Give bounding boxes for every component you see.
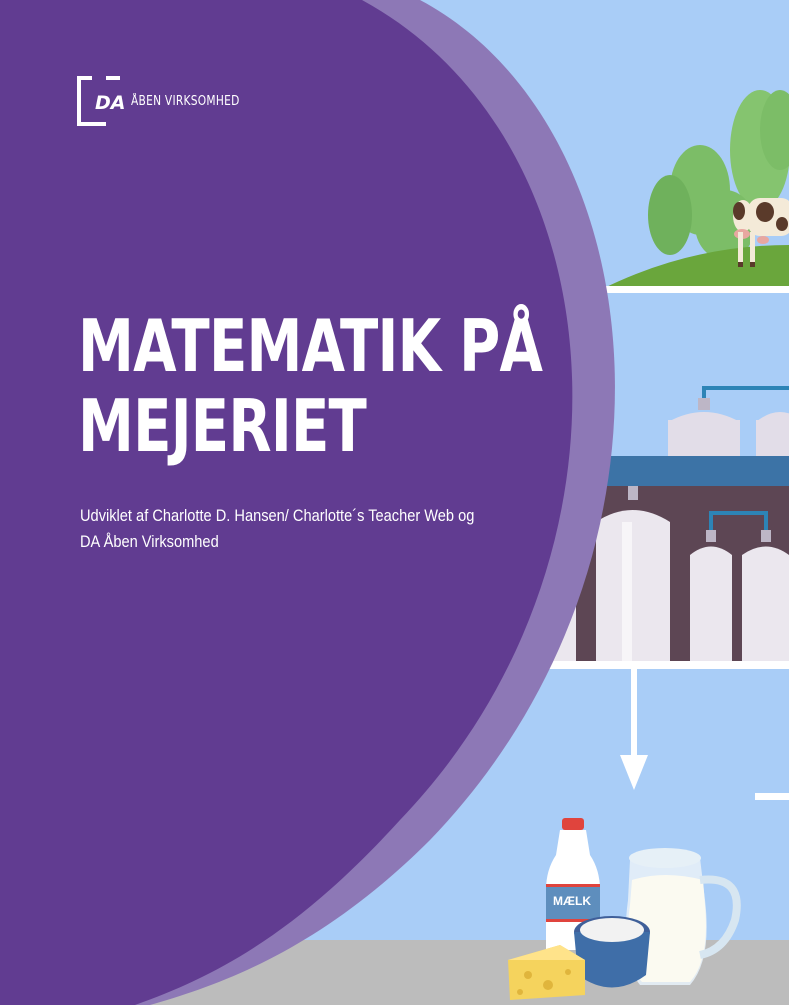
logo-mark-text: DA (95, 92, 126, 114)
subtitle-line-2: DA Åben Virksomhed (80, 532, 219, 551)
shelf-stub (755, 793, 789, 800)
title-line-1: MATEMATIK PÅ (78, 304, 543, 388)
subtitle (80, 503, 527, 555)
milk-bottle-label: MÆLK (553, 894, 591, 908)
yogurt-bowl-icon (574, 916, 650, 988)
title-line-2: MEJERIET (78, 384, 367, 468)
brand-name: ÅBEN VIRKSOMHED (131, 94, 240, 109)
page-title (78, 306, 562, 466)
subtitle-line-1: Udviklet af Charlotte D. Hansen/ Charlotte´s Teacher Web og (80, 506, 475, 525)
